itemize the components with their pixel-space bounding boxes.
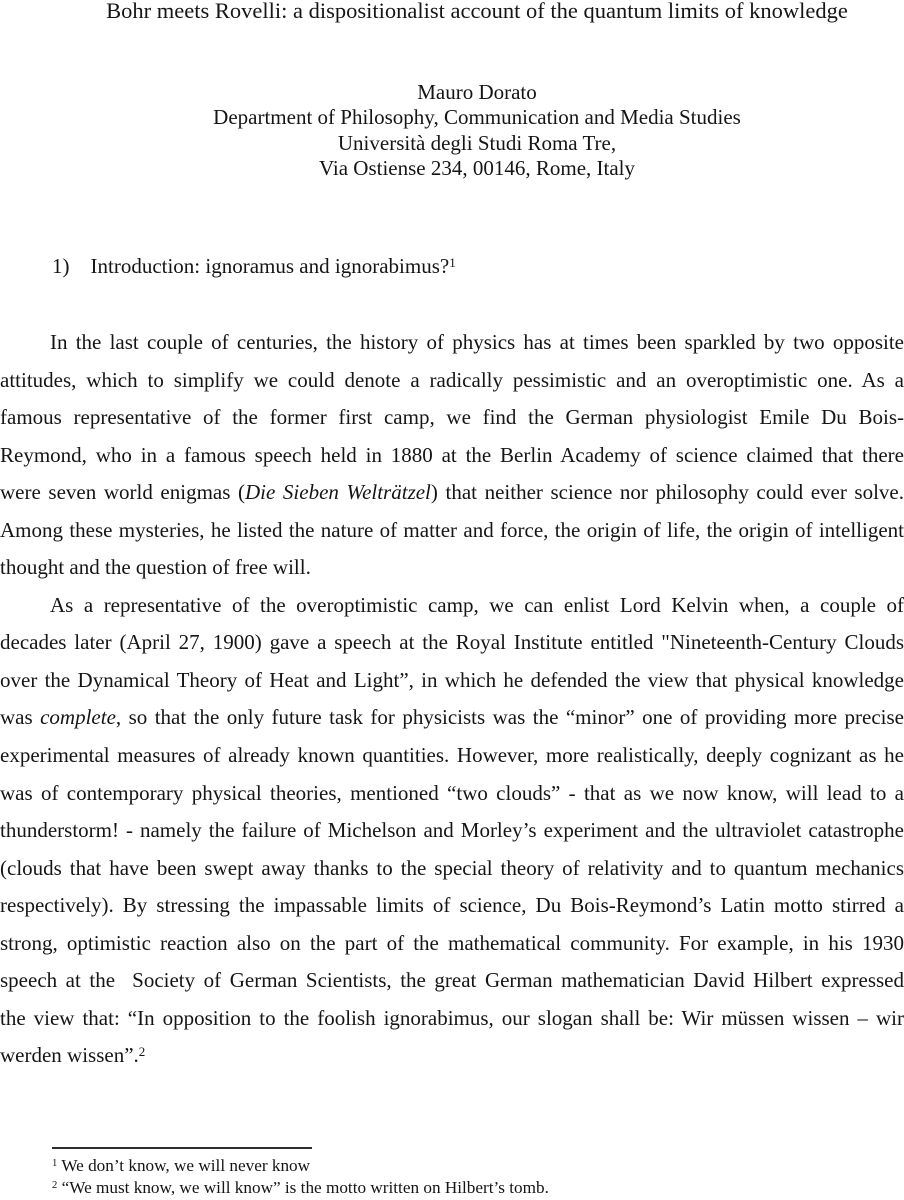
footnote-separator	[52, 1147, 312, 1149]
body-line	[0, 737, 904, 775]
body-line	[0, 512, 904, 550]
body-text-segment: over the Dynamical Theory of Heat and Light”, in which he defended the view that physical knowledge	[0, 667, 904, 692]
body-text-segment: famous representative of the former first camp, we find the German physiologist Emile Du Bois-	[0, 405, 904, 430]
body-line	[0, 587, 904, 625]
body-line	[0, 850, 904, 888]
affiliation-line-university: Università degli Studi Roma Tre,	[337, 130, 617, 155]
body-text-segment: were seven world enigmas (	[0, 480, 245, 505]
heading-number: 1)	[52, 254, 70, 278]
body-line	[0, 1037, 904, 1075]
body-line	[0, 662, 904, 700]
body-text-segment: strong, optimistic reaction also on the part of the mathematical community. For example, in his 1930	[0, 930, 904, 955]
body-text-segment: attitudes, which to simplify we could denote a radically pessimistic and an overoptimistic one. As a	[0, 367, 904, 392]
footnote-item	[52, 1177, 882, 1199]
body-text-segment: , so that the only future task for physicists was the “minor” one of providing more precise	[115, 705, 904, 730]
affiliation-line-department: Department of Philosophy, Communication and Media Studies	[213, 105, 741, 130]
footnote-item	[52, 1155, 882, 1177]
body-line	[0, 437, 904, 475]
body-text-segment: respectively). By stressing the impassable limits of science, Du Bois-Reymond’s Latin motto stirred a	[0, 893, 904, 918]
body-text-segment: werden wissen”.	[0, 1043, 139, 1068]
body-line	[0, 812, 904, 850]
body-line	[0, 549, 904, 587]
body-text-segment: As a representative of the overoptimistic camp, we can enlist Lord Kelvin when, a couple of	[50, 592, 904, 617]
body-line	[0, 624, 904, 662]
body-text-segment: In the last couple of centuries, the history of physics has at times been sparkled by two opposite	[50, 330, 904, 354]
heading-text: Introduction: ignoramus and ignorabimus?	[90, 254, 450, 278]
author-name: Mauro Dorato	[417, 80, 537, 104]
body-line	[0, 699, 904, 737]
body-line	[0, 962, 904, 1000]
body-text-segment: speech at the Society of German Scientists, the great German mathematician David Hilbert expressed	[0, 968, 904, 993]
body-line	[0, 887, 904, 925]
body-text-segment: Die Sieben Welträtzel	[245, 480, 431, 505]
footnote-text: “We must know, we will know” is the motto written on Hilbert’s tomb.	[57, 1178, 549, 1198]
body-text-segment: decades later (April 27, 1900) gave a speech at the Royal Institute entitled "Nineteenth-Century Clouds	[0, 630, 904, 655]
body-text-segment: was of contemporary physical theories, mentioned “two clouds” - that as we now know, will lead to a	[0, 780, 904, 805]
body-line	[0, 474, 904, 512]
body-text-segment: was	[0, 705, 41, 730]
affiliation-line-address: Via Ostiense 234, 00146, Rome, Italy	[318, 156, 636, 181]
body-line	[0, 925, 904, 963]
body-text-segment: thought and the question of free will.	[0, 555, 311, 580]
body-text-segment: the view that: “In opposition to the foolish ignorabimus, our slogan shall be: Wir müssen wissen – wir	[0, 1005, 904, 1030]
body-line	[0, 324, 904, 362]
body-text-segment: experimental measures of already known quantities. However, more realistically, deeply cognizant as he	[0, 743, 904, 768]
body-text-segment: (clouds that have been swept away thanks to the special theory of relativity and to quantum mechanics	[0, 855, 904, 880]
body-text-segment: Among these mysteries, he listed the nature of matter and force, the origin of life, the origin of intelligent	[0, 517, 904, 542]
body-line	[0, 1000, 904, 1038]
footnote-marker: 1	[52, 1157, 58, 1169]
footnote-marker: 2	[52, 1180, 58, 1192]
body-text-segment: thunderstorm! - namely the failure of Michelson and Morley’s experiment and the ultraviolet catastrophe	[0, 818, 904, 843]
body-text-segment: complete	[40, 705, 116, 730]
body-line	[0, 362, 904, 400]
footnote-list	[52, 1155, 882, 1200]
heading-footnote-ref: 1	[449, 254, 456, 270]
footnote-ref: 2	[138, 1044, 146, 1060]
body-text	[0, 324, 904, 1075]
body-text-segment: Reymond, who in a famous speech held in 1880 at the Berlin Academy of science claimed that there	[0, 442, 904, 467]
body-line	[0, 775, 904, 813]
page-title: Bohr meets Rovelli: a dispositionalist account of the quantum limits of knowledge	[106, 0, 848, 23]
footnote-text: We don’t know, we will never know	[57, 1156, 311, 1175]
body-text-segment: ) that neither science nor philosophy could ever solve.	[430, 480, 904, 505]
body-line	[0, 399, 904, 437]
author-block	[50, 80, 904, 182]
section-heading	[52, 254, 456, 279]
